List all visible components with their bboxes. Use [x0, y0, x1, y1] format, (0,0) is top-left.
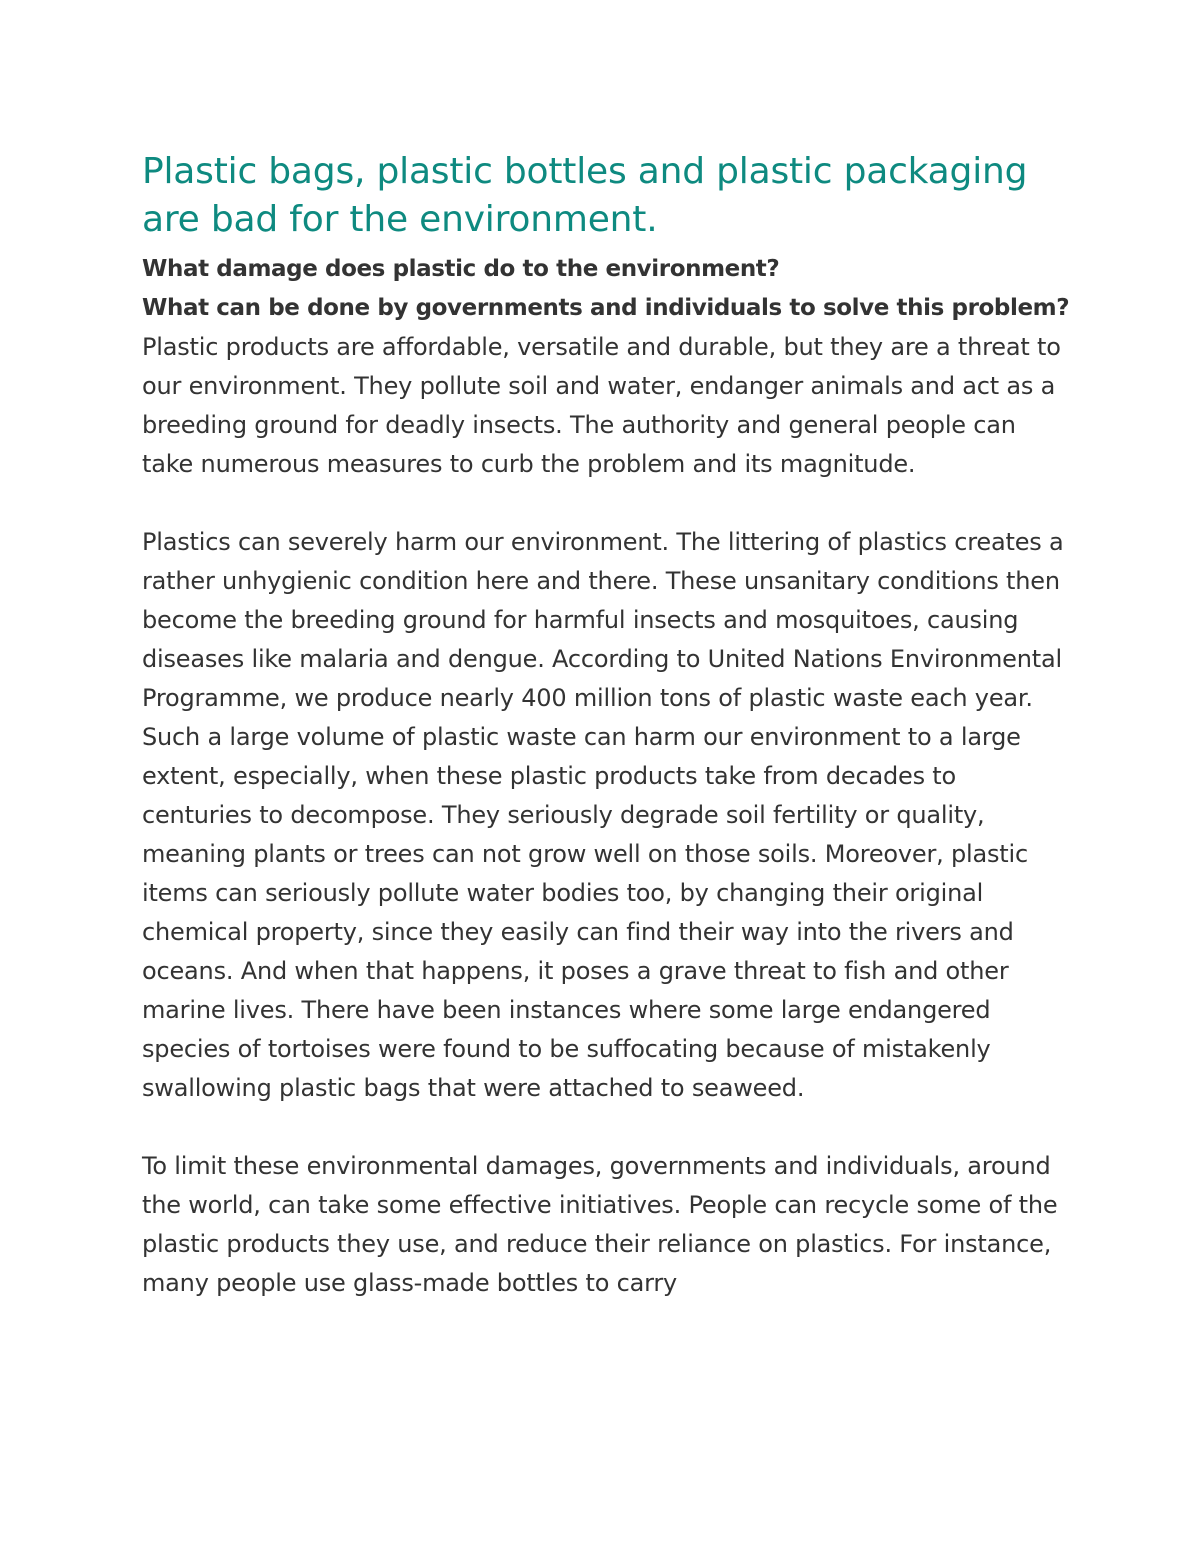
- paragraph-intro: Plastic products are affordable, versatile and durable, but they are a threat to our environment. They pollute soil and water, endanger animals and act as a breeding ground for deadly insects. The authority and general people can take numerous measures to curb the problem and its magnitude.: [142, 333, 1061, 478]
- question-solutions: What can be done by governments and individuals to solve this problem?: [142, 295, 1070, 321]
- paragraph-damage: Plastics can severely harm our environment. The littering of plastics creates a rather unhygienic condition here and there. These unsanitary conditions then become the breeding ground for harmful insects and mosquitoes, causing diseases like malaria and dengue. According to United Nations Environmental Programme, we produce nearly 400 million tons of plastic waste each year. Such a large volume of plastic waste can harm our environment to a large extent, especially, when these plastic products take from decades to centuries to decompose. They seriously degrade soil fertility or quality, meaning plants or trees can not grow well on those soils. Moreover, plastic items can seriously pollute water bodies too, by changing their original chemical property, since they easily can find their way into the rivers and oceans. And when that happens, it poses a grave threat to fish and other marine lives. There have been instances where some large endangered species of tortoises were found to be suffocating because of mistakenly swallowing plastic bags that were attached to seaweed.: [142, 528, 1064, 1102]
- paragraph-solutions: To limit these environmental damages, governments and individuals, around the world, can take some effective initiatives. People can recycle some of the plastic products they use, and reduce their reliance on plastics. For instance, many people use glass-made bottles to carry: [142, 1152, 1058, 1297]
- paragraph-spacer: [142, 484, 1070, 523]
- document-title: Plastic bags, plastic bottles and plastic packaging are bad for the environment.: [142, 151, 1028, 240]
- question-damage: What damage does plastic do to the environment?: [142, 256, 780, 282]
- paragraph-spacer: [142, 1108, 1070, 1147]
